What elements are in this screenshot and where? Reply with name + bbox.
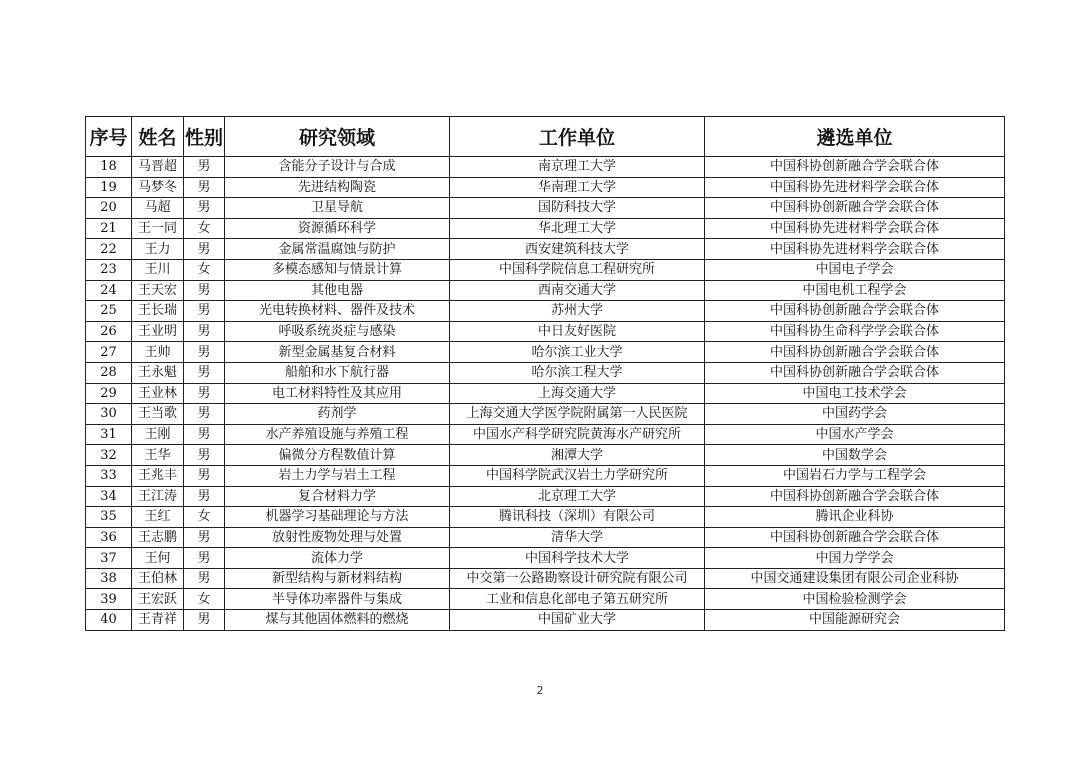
cell-name: 王业林 [132,383,184,404]
cell-name: 王伯林 [132,568,184,589]
cell-gender: 男 [184,445,225,466]
cell-gender: 男 [184,424,225,445]
table-body [86,157,1005,631]
table-row [86,404,1005,425]
cell-research-field: 放射性废物处理与处置 [225,527,450,548]
cell-research-field: 半导体功率器件与集成 [225,589,450,610]
cell-gender: 男 [184,568,225,589]
cell-research-field: 药剂学 [225,404,450,425]
cell-gender: 女 [184,589,225,610]
cell-gender: 男 [184,486,225,507]
table-row [86,239,1005,260]
cell-work-unit: 华南理工大学 [450,177,705,198]
cell-selecting-unit: 中国药学会 [705,404,1005,425]
cell-selecting-unit: 中国科协先进材料学会联合体 [705,177,1005,198]
cell-selecting-unit: 中国数学会 [705,445,1005,466]
table-row [86,383,1005,404]
cell-work-unit: 国防科技大学 [450,198,705,219]
cell-index: 33 [86,465,132,486]
cell-work-unit: 哈尔滨工程大学 [450,362,705,383]
cell-selecting-unit: 中国科协创新融合学会联合体 [705,301,1005,322]
cell-name: 王兆丰 [132,465,184,486]
cell-selecting-unit: 腾讯企业科协 [705,507,1005,528]
table-row [86,589,1005,610]
cell-index: 27 [86,342,132,363]
cell-index: 19 [86,177,132,198]
cell-selecting-unit: 中国科协先进材料学会联合体 [705,218,1005,239]
cell-work-unit: 湘潭大学 [450,445,705,466]
cell-selecting-unit: 中国科协创新融合学会联合体 [705,362,1005,383]
header-name: 姓名 [132,117,184,157]
cell-index: 31 [86,424,132,445]
table-row [86,321,1005,342]
cell-index: 39 [86,589,132,610]
cell-work-unit: 清华大学 [450,527,705,548]
cell-gender: 男 [184,239,225,260]
cell-name: 王川 [132,259,184,280]
cell-research-field: 卫星导航 [225,198,450,219]
cell-index: 37 [86,548,132,569]
cell-name: 王天宏 [132,280,184,301]
cell-name: 王志鹏 [132,527,184,548]
cell-index: 20 [86,198,132,219]
cell-index: 38 [86,568,132,589]
cell-research-field: 岩土力学与岩土工程 [225,465,450,486]
cell-research-field: 水产养殖设施与养殖工程 [225,424,450,445]
cell-work-unit: 西安建筑科技大学 [450,239,705,260]
cell-name: 王当歌 [132,404,184,425]
table-row [86,342,1005,363]
table-row [86,548,1005,569]
cell-work-unit: 上海交通大学 [450,383,705,404]
cell-selecting-unit: 中国科协生命科学学会联合体 [705,321,1005,342]
cell-research-field: 煤与其他固体燃料的燃烧 [225,610,450,631]
cell-research-field: 新型金属基复合材料 [225,342,450,363]
cell-research-field: 多模态感知与情景计算 [225,259,450,280]
cell-gender: 男 [184,362,225,383]
table-row [86,301,1005,322]
cell-selecting-unit: 中国岩石力学与工程学会 [705,465,1005,486]
table-row [86,424,1005,445]
table-row [86,527,1005,548]
cell-work-unit: 哈尔滨工业大学 [450,342,705,363]
cell-selecting-unit: 中国电工技术学会 [705,383,1005,404]
cell-work-unit: 中国水产科学研究院黄海水产研究所 [450,424,705,445]
header-index: 序号 [86,117,132,157]
cell-work-unit: 腾讯科技（深圳）有限公司 [450,507,705,528]
cell-research-field: 资源循环科学 [225,218,450,239]
cell-research-field: 新型结构与新材料结构 [225,568,450,589]
cell-gender: 男 [184,527,225,548]
cell-research-field: 流体力学 [225,548,450,569]
cell-name: 王华 [132,445,184,466]
table-row [86,157,1005,178]
header-gender: 性别 [184,117,225,157]
cell-work-unit: 华北理工大学 [450,218,705,239]
cell-name: 王宏跃 [132,589,184,610]
cell-gender: 女 [184,259,225,280]
cell-selecting-unit: 中国能源研究会 [705,610,1005,631]
cell-selecting-unit: 中国科协创新融合学会联合体 [705,486,1005,507]
table-row [86,568,1005,589]
candidate-table [85,116,1005,631]
cell-work-unit: 西南交通大学 [450,280,705,301]
cell-gender: 女 [184,507,225,528]
table-row [86,362,1005,383]
cell-gender: 男 [184,610,225,631]
table-row [86,465,1005,486]
cell-index: 23 [86,259,132,280]
table-row [86,218,1005,239]
table-row [86,507,1005,528]
cell-index: 22 [86,239,132,260]
cell-name: 马超 [132,198,184,219]
cell-research-field: 金属常温腐蚀与防护 [225,239,450,260]
cell-name: 王帅 [132,342,184,363]
cell-selecting-unit: 中国交通建设集团有限公司企业科协 [705,568,1005,589]
cell-research-field: 复合材料力学 [225,486,450,507]
cell-work-unit: 中国科学技术大学 [450,548,705,569]
cell-index: 35 [86,507,132,528]
cell-research-field: 偏微分方程数值计算 [225,445,450,466]
cell-gender: 男 [184,157,225,178]
cell-gender: 男 [184,548,225,569]
cell-selecting-unit: 中国电机工程学会 [705,280,1005,301]
cell-name: 王长瑞 [132,301,184,322]
cell-selecting-unit: 中国水产学会 [705,424,1005,445]
header-research-field: 研究领域 [225,117,450,157]
cell-research-field: 机器学习基础理论与方法 [225,507,450,528]
cell-index: 32 [86,445,132,466]
cell-name: 马梦冬 [132,177,184,198]
cell-selecting-unit: 中国电子学会 [705,259,1005,280]
cell-work-unit: 中国科学院信息工程研究所 [450,259,705,280]
cell-research-field: 其他电器 [225,280,450,301]
cell-name: 王江涛 [132,486,184,507]
cell-name: 马晋超 [132,157,184,178]
cell-gender: 男 [184,280,225,301]
cell-work-unit: 上海交通大学医学院附属第一人民医院 [450,404,705,425]
cell-gender: 男 [184,465,225,486]
cell-index: 40 [86,610,132,631]
cell-name: 王力 [132,239,184,260]
cell-index: 21 [86,218,132,239]
cell-index: 24 [86,280,132,301]
cell-research-field: 光电转换材料、器件及技术 [225,301,450,322]
table-row [86,610,1005,631]
cell-work-unit: 苏州大学 [450,301,705,322]
cell-index: 18 [86,157,132,178]
cell-selecting-unit: 中国科协创新融合学会联合体 [705,198,1005,219]
cell-index: 28 [86,362,132,383]
page-number: 2 [536,684,544,697]
table-row [86,280,1005,301]
cell-name: 王红 [132,507,184,528]
cell-name: 王刚 [132,424,184,445]
cell-gender: 男 [184,198,225,219]
cell-work-unit: 南京理工大学 [450,157,705,178]
cell-research-field: 含能分子设计与合成 [225,157,450,178]
cell-selecting-unit: 中国科协创新融合学会联合体 [705,342,1005,363]
cell-name: 王一同 [132,218,184,239]
cell-work-unit: 中交第一公路勘察设计研究院有限公司 [450,568,705,589]
cell-index: 36 [86,527,132,548]
cell-work-unit: 中国科学院武汉岩土力学研究所 [450,465,705,486]
cell-work-unit: 中日友好医院 [450,321,705,342]
cell-name: 王何 [132,548,184,569]
cell-gender: 女 [184,218,225,239]
cell-gender: 男 [184,383,225,404]
table-row [86,445,1005,466]
cell-gender: 男 [184,342,225,363]
cell-gender: 男 [184,301,225,322]
cell-research-field: 先进结构陶瓷 [225,177,450,198]
cell-gender: 男 [184,177,225,198]
cell-work-unit: 北京理工大学 [450,486,705,507]
cell-selecting-unit: 中国科协创新融合学会联合体 [705,157,1005,178]
cell-selecting-unit: 中国科协先进材料学会联合体 [705,239,1005,260]
header-selecting-unit: 遴选单位 [705,117,1005,157]
cell-gender: 男 [184,321,225,342]
cell-name: 王青祥 [132,610,184,631]
cell-research-field: 电工材料特性及其应用 [225,383,450,404]
cell-work-unit: 中国矿业大学 [450,610,705,631]
cell-index: 29 [86,383,132,404]
table-row [86,198,1005,219]
cell-index: 25 [86,301,132,322]
header-work-unit: 工作单位 [450,117,705,157]
cell-selecting-unit: 中国检验检测学会 [705,589,1005,610]
cell-name: 王永魁 [132,362,184,383]
cell-index: 30 [86,404,132,425]
table-row [86,486,1005,507]
cell-selecting-unit: 中国力学学会 [705,548,1005,569]
cell-index: 34 [86,486,132,507]
table-row [86,177,1005,198]
cell-gender: 男 [184,404,225,425]
cell-selecting-unit: 中国科协创新融合学会联合体 [705,527,1005,548]
table-header-row [86,117,1005,157]
cell-work-unit: 工业和信息化部电子第五研究所 [450,589,705,610]
table-row [86,259,1005,280]
cell-name: 王业明 [132,321,184,342]
cell-index: 26 [86,321,132,342]
cell-research-field: 船舶和水下航行器 [225,362,450,383]
cell-research-field: 呼吸系统炎症与感染 [225,321,450,342]
